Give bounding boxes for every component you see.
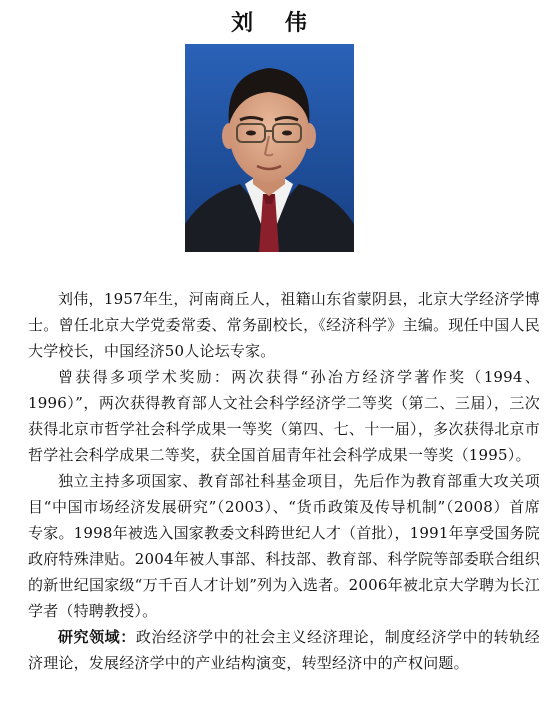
portrait-photo — [185, 44, 354, 252]
page-title: 刘 伟 — [231, 11, 319, 36]
portrait-illustration — [185, 44, 354, 252]
research-label: 研究领域： — [58, 628, 136, 646]
bio-paragraph-1: 刘伟，1957年生，河南商丘人，祖籍山东省蒙阴县，北京大学经济学博士。曾任北京大学党委常委、常务副校长，《经济科学》主编。现任中国人民大学校长，中国经济50人论坛专家。 — [28, 290, 540, 360]
research-text: 政治经济学中的社会主义经济理论，制度经济学中的转轨经济理论，发展经济学中的产业结构演变，转型经济中的产权问题。 — [28, 628, 540, 672]
bio-paragraph-3: 独立主持多项国家、教育部社科基金项目，先后作为教育部重大攻关项目“中国市场经济发展研究”（2003）、“货币政策及传导机制”（2008）首席专家。1998年被选入国家教委文科跨世纪人才（首批），1991年享受国务院政府特殊津贴。2004年被人事部、科技部、教育部、科学院等部委联合组织的新世纪国家级“万千百人才计划”列为入选者。2006年被北京大学聘为长江学者（特聘教授）。 — [28, 472, 540, 620]
bio-paragraph-research — [28, 624, 540, 676]
biography — [28, 286, 540, 676]
bio-paragraph-2: 曾获得多项学术奖励：两次获得“孙冶方经济学著作奖（1994、1996）”，两次获得教育部人文社会科学经济学二等奖（第二、三届），三次获得北京市哲学社会科学成果一等奖（第四、七、十一届），多次获得北京市哲学社会科学成果二等奖，获全国首届青年社会科学成果一等奖（1995）。 — [28, 368, 540, 464]
